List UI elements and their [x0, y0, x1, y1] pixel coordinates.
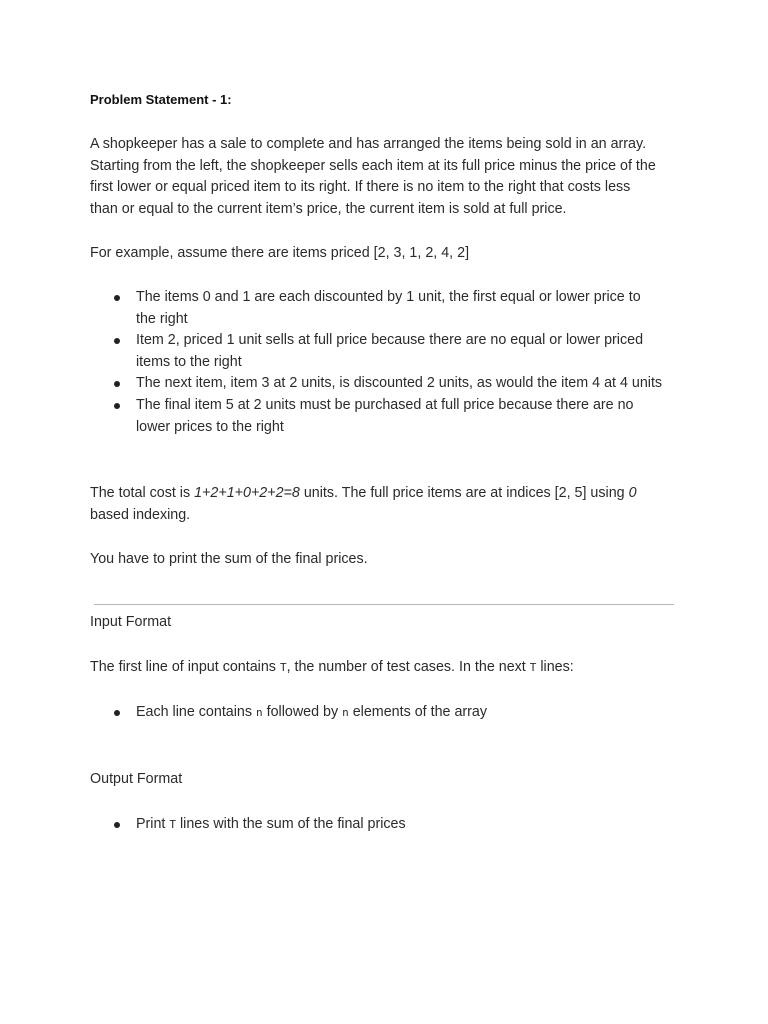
- example-bullet-list: [108, 287, 688, 438]
- zero-index: 0: [628, 485, 637, 501]
- bullet-line: The items 0 and 1 are each discounted by 1 unit, the first equal or lower price to: [136, 289, 641, 305]
- list-item: [108, 702, 688, 724]
- output-format-heading: Output Format: [90, 771, 183, 787]
- bullet-line: the right: [136, 310, 188, 327]
- input-format-description: [90, 657, 690, 679]
- problem-title: Problem Statement - 1:: [90, 92, 232, 107]
- example-line: For example, assume there are items priced [2, 3, 1, 2, 4, 2]: [90, 245, 470, 261]
- text-span: The first line of input contains: [90, 659, 280, 675]
- text-span: elements of the array: [348, 704, 488, 720]
- total-cost-paragraph: [90, 483, 690, 526]
- list-item: [108, 287, 688, 330]
- total-cost-line: [90, 483, 690, 505]
- intro-line: A shopkeeper has a sale to complete and has arranged the items being sold in an array.: [90, 136, 647, 152]
- text-span: Each line contains: [136, 704, 257, 720]
- variable-t: T: [169, 818, 176, 831]
- input-format-heading: Input Format: [90, 614, 172, 630]
- total-middle: units. The full price items are at indices [2, 5] using: [299, 485, 629, 501]
- text-span: followed by: [262, 704, 343, 720]
- print-instruction: You have to print the sum of the final prices.: [90, 551, 368, 567]
- variable-t: T: [529, 661, 537, 674]
- text-span: , the number of test cases. In the next: [286, 659, 530, 675]
- total-cost-line: based indexing.: [90, 506, 191, 523]
- total-prefix: The total cost is: [90, 485, 195, 501]
- variable-n: n: [342, 706, 349, 719]
- intro-line: than or equal to the current item’s price, the current item is sold at full price.: [90, 201, 567, 218]
- intro-line: Starting from the left, the shopkeeper sells each item at its full price minus the price of the: [90, 157, 656, 174]
- text-span: lines:: [536, 659, 574, 675]
- intro-paragraph: [90, 134, 690, 221]
- list-item: [108, 330, 688, 373]
- text-span: lines with the sum of the final prices: [176, 816, 406, 832]
- list-item: [108, 395, 688, 438]
- intro-line: first lower or equal priced item to its right. If there is no item to the right that costs less: [90, 179, 631, 196]
- bullet-line: The next item, item 3 at 2 units, is discounted 2 units, as would the item 4 at 4 units: [136, 375, 663, 392]
- variable-t: T: [279, 661, 287, 674]
- bullet-line: lower prices to the right: [136, 418, 284, 435]
- variable-n: n: [256, 706, 263, 719]
- list-item: [108, 373, 688, 395]
- section-divider: [94, 604, 674, 605]
- list-item: [108, 814, 688, 836]
- total-expression: 1+2+1+0+2+2=8: [194, 485, 300, 501]
- output-bullet-list: [108, 814, 688, 836]
- bullet-line: items to the right: [136, 353, 242, 370]
- bullet-line: The final item 5 at 2 units must be purchased at full price because there are no: [136, 396, 634, 413]
- text-span: Print: [136, 816, 170, 832]
- input-bullet-list: [108, 702, 688, 724]
- bullet-line: Item 2, priced 1 unit sells at full price because there are no equal or lower priced: [136, 332, 644, 349]
